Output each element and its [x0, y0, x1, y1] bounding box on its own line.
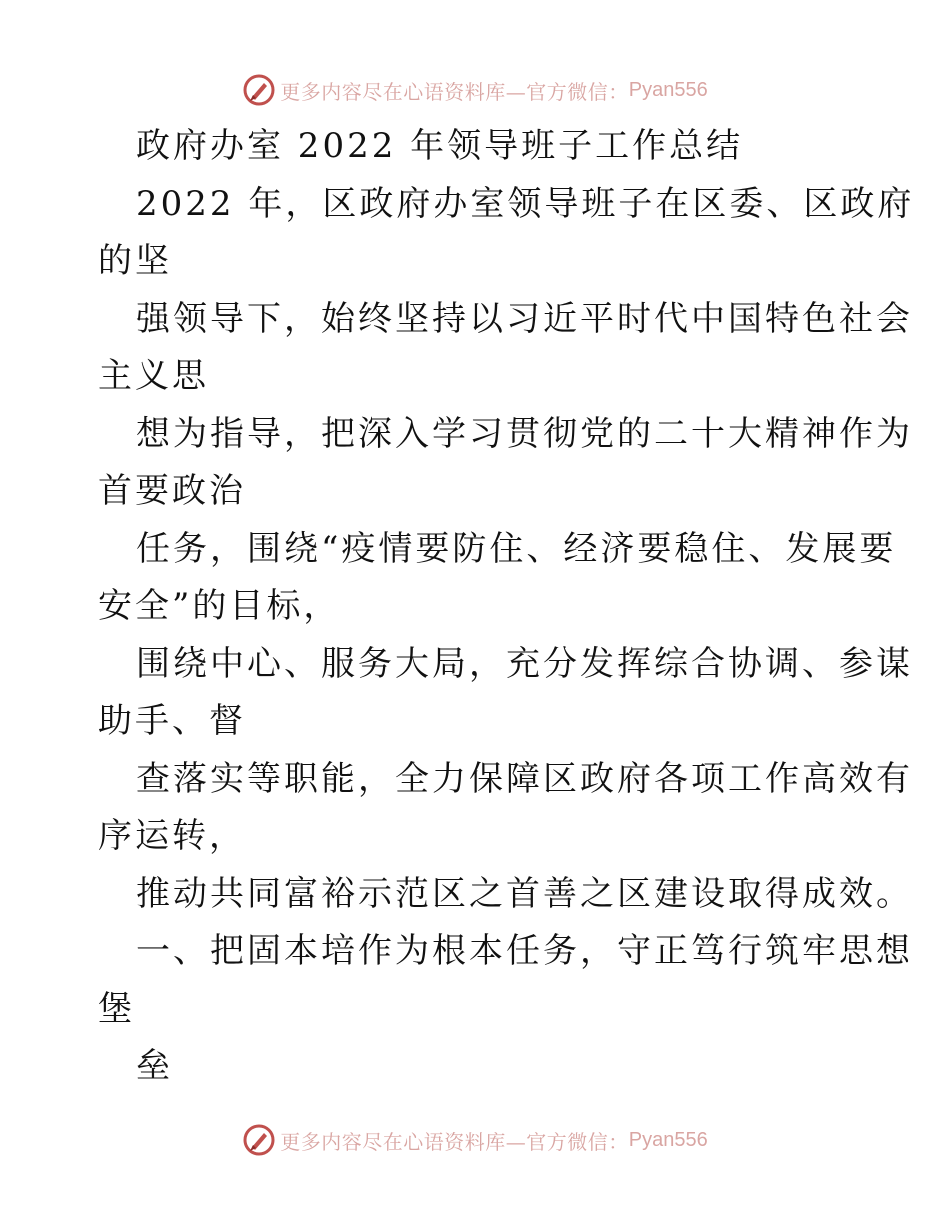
text-line: 堡: [98, 988, 135, 1029]
text-line: 助手、督: [98, 701, 246, 741]
text-line: 推动共同富裕示范区之首善之区建设取得成效。: [136, 873, 913, 914]
watermark-banner-bottom: [0, 1120, 950, 1160]
watermark-text: 更多内容尽在心语资料库—官方微信：: [280, 1129, 629, 1154]
watermark-handle: Pyan556: [628, 78, 708, 101]
text-line: 主义思: [98, 356, 209, 396]
document-body: [98, 118, 915, 1096]
text-line: 序运转，: [98, 816, 246, 856]
text-line: 任务，围绕“疫情要防住、经济要稳住、发展要: [136, 528, 897, 569]
pen-circle-logo-icon: [242, 1123, 276, 1157]
text-line: 首要政治: [98, 471, 246, 511]
text-line: 安全”的目标，: [98, 586, 341, 626]
watermark-handle: Pyan556: [628, 1128, 708, 1151]
text-line: 围绕中心、服务大局，充分发挥综合协调、参谋: [136, 643, 913, 684]
text-line: 的坚: [98, 241, 172, 281]
watermark-text: 更多内容尽在心语资料库—官方微信：: [280, 79, 629, 104]
watermark-banner-top: [0, 70, 950, 110]
document-title: 政府办室 2022 年领导班子工作总结: [136, 126, 744, 166]
pen-circle-logo-icon: [242, 73, 276, 107]
text-line: 垒: [136, 1046, 173, 1086]
text-line: 查落实等职能，全力保障区政府各项工作高效有: [136, 758, 913, 799]
text-line: 强领导下，始终坚持以习近平时代中国特色社会: [136, 298, 913, 339]
section-heading: 一、把固本培作为根本任务，守正笃行筑牢思想: [136, 931, 913, 971]
text-line: 想为指导，把深入学习贯彻党的二十大精神作为: [136, 413, 913, 454]
text-line: 2022 年，区政府办室领导班子在区委、区政府: [136, 183, 915, 224]
